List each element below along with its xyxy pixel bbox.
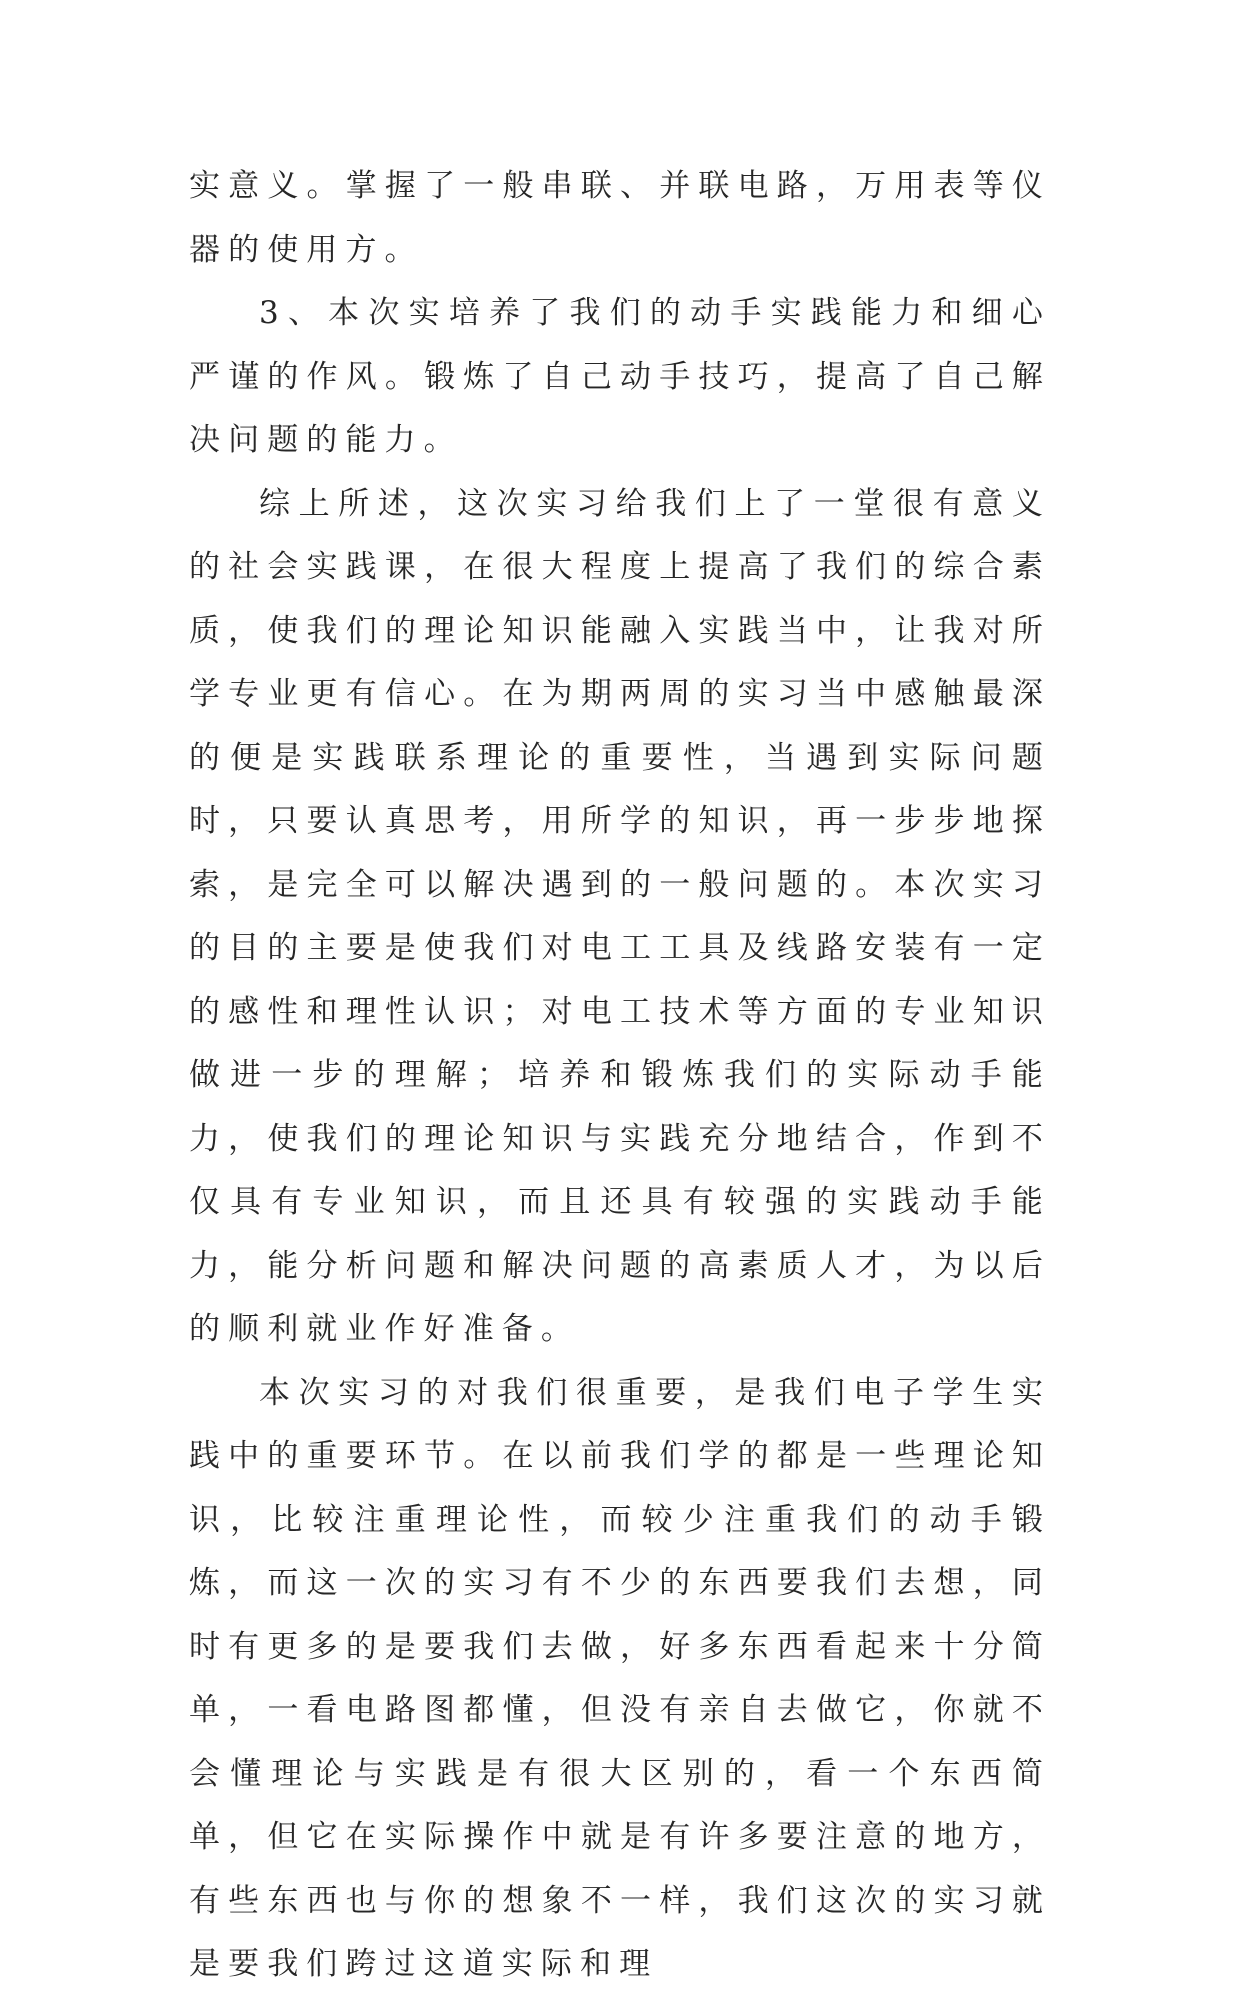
paragraph-3: 综上所述，这次实习给我们上了一堂很有意义的社会实践课，在很大程度上提高了我们的综合素质，使我们的理论知识能融入实践当中，让我对所学专业更有信心。在为期两周的实习当中感触最深的便是实践联系理论的重要性，当遇到实际问题时，只要认真思考，用所学的知识，再一步步地探索，是完全可以解决遇到的一般问题的。本次实习的目的主要是使我们对电工工具及线路安装有一定的感性和理性认识；对电工技术等方面的专业知识做进一步的理解；培养和锻炼我们的实际动手能力，使我们的理论知识与实践充分地结合，作到不仅具有专业知识，而且还具有较强的实践动手能力，能分析问题和解决问题的高素质人才，为以后的顺利就业作好准备。 <box>189 485 1051 1347</box>
paragraph-1: 实意义。掌握了一般串联、并联电路，万用表等仪器的使用方。 <box>189 168 1051 268</box>
body-text <box>189 155 1051 1997</box>
paragraph-2: 3、本次实培养了我们的动手实践能力和细心严谨的作风。锻炼了自己动手技巧，提高了自己解决问题的能力。 <box>189 295 1051 458</box>
paragraph-4: 本次实习的对我们很重要，是我们电子学生实践中的重要环节。在以前我们学的都是一些理论知识，比较注重理论性，而较少注重我们的动手锻炼，而这一次的实习有不少的东西要我们去想，同时有更多的是要我们去做，好多东西看起来十分简单，一看电路图都懂，但没有亲自去做它，你就不会懂理论与实践是有很大区别的，看一个东西简单，但它在实际操作中就是有许多要注意的地方，有些东西也与你的想象不一样，我们这次的实习就是要我们跨过这道实际和理 <box>189 1374 1051 1982</box>
